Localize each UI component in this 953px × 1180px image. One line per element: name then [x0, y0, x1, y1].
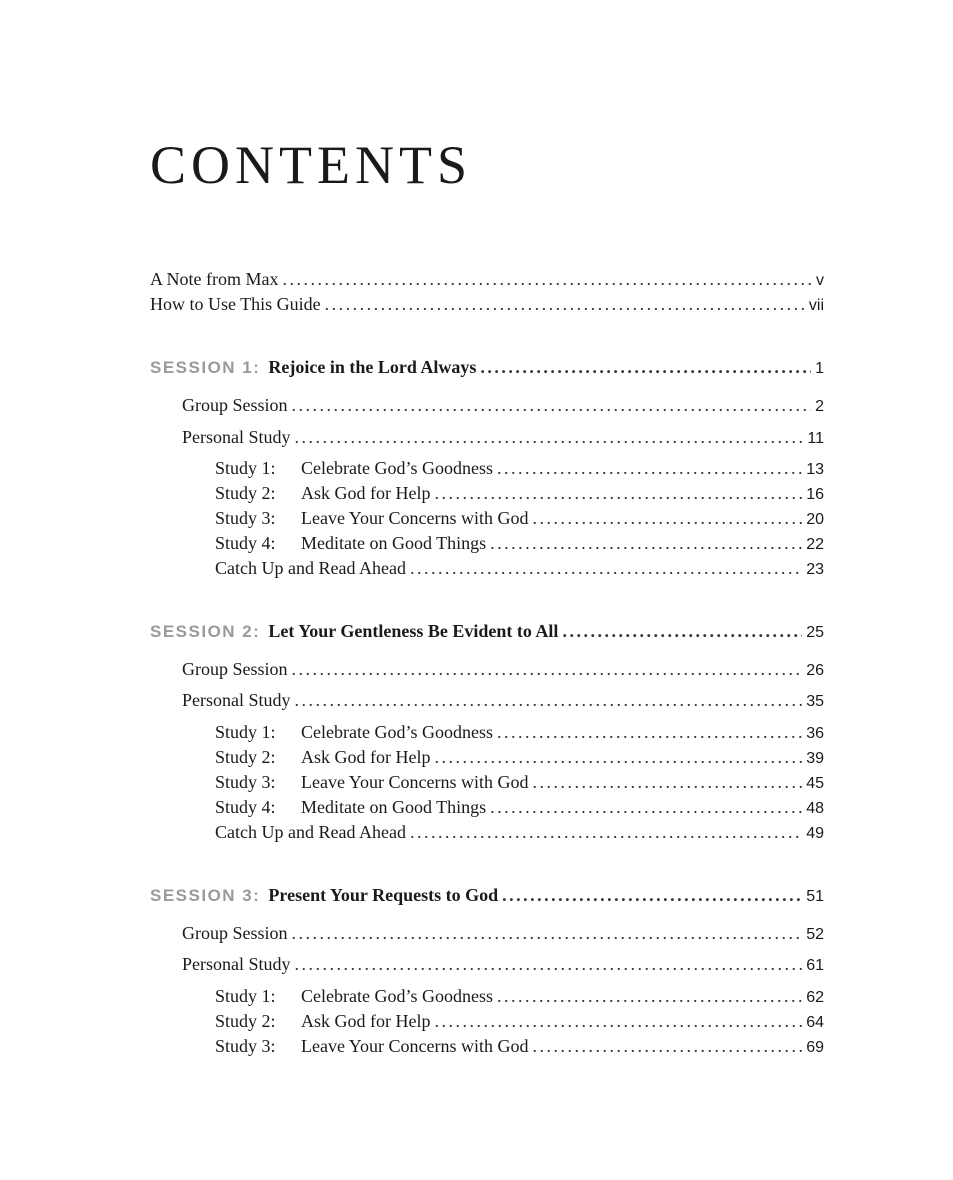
session-title: Let Your Gentleness Be Evident to All — [268, 621, 559, 641]
study-title: Leave Your Concerns with God — [301, 508, 529, 528]
toc-entry-catch-up[interactable] — [215, 556, 824, 582]
toc-entry-label: Personal Study — [182, 954, 291, 974]
dot-leader — [325, 292, 805, 316]
study-title: Ask God for Help — [301, 483, 431, 503]
study-title: Meditate on Good Things — [301, 797, 487, 817]
toc-page-number: vii — [808, 297, 824, 314]
toc-page-number: v — [816, 272, 824, 289]
toc-entry-study[interactable] — [215, 506, 824, 532]
toc-page-number: 69 — [806, 1039, 824, 1056]
toc-entry-label: Group Session — [182, 659, 288, 679]
dot-leader — [497, 984, 802, 1008]
toc-page-number: 35 — [806, 693, 824, 710]
dot-leader — [562, 619, 802, 643]
dot-leader — [282, 267, 812, 291]
toc-page-number: 11 — [807, 430, 824, 447]
toc-page-number: 2 — [815, 398, 824, 415]
study-title: Ask God for Help — [301, 747, 431, 767]
toc-entry-study[interactable] — [215, 481, 824, 507]
toc-page-number: 64 — [806, 1014, 824, 1031]
study-number: Study 2: — [215, 1011, 276, 1031]
dot-leader — [410, 820, 802, 844]
toc-page-number: 26 — [806, 662, 824, 679]
toc-page-number: 20 — [806, 511, 824, 528]
toc-entry-study[interactable] — [215, 456, 824, 482]
toc-page-number: 48 — [806, 800, 824, 817]
dot-leader — [502, 883, 802, 907]
toc-entry-personal-study[interactable] — [182, 688, 824, 714]
dot-leader — [292, 657, 803, 681]
study-title: Ask God for Help — [301, 1011, 431, 1031]
study-number: Study 3: — [215, 772, 276, 792]
dot-leader — [434, 745, 802, 769]
dot-leader — [295, 688, 803, 712]
toc-entry-label: Group Session — [182, 923, 288, 943]
study-title: Leave Your Concerns with God — [301, 772, 529, 792]
toc-page-number: 25 — [806, 624, 824, 641]
study-title: Leave Your Concerns with God — [301, 1036, 529, 1056]
study-number: Study 1: — [215, 722, 276, 742]
study-number: Study 3: — [215, 508, 276, 528]
toc-entry-study[interactable] — [215, 1009, 824, 1035]
toc-page-number: 13 — [806, 461, 824, 478]
toc-page-number: 39 — [806, 750, 824, 767]
study-title: Celebrate God’s Goodness — [301, 722, 493, 742]
dot-leader — [532, 770, 802, 794]
toc-entry-study[interactable] — [215, 745, 824, 771]
toc-page-number: 16 — [806, 486, 824, 503]
study-number: Study 1: — [215, 458, 276, 478]
study-title: Meditate on Good Things — [301, 533, 487, 553]
toc-entry-study[interactable] — [215, 531, 824, 557]
toc-entry-personal-study[interactable] — [182, 425, 824, 451]
dot-leader — [292, 393, 812, 417]
study-number: Study 4: — [215, 533, 276, 553]
toc-entry-study[interactable] — [215, 795, 824, 821]
page-title: CONTENTS — [150, 135, 472, 195]
dot-leader — [434, 481, 802, 505]
toc-page-number: 51 — [806, 888, 824, 905]
toc-page-number: 52 — [806, 926, 824, 943]
dot-leader — [497, 720, 802, 744]
dot-leader — [410, 556, 802, 580]
toc-page-number: 22 — [806, 536, 824, 553]
toc-entry-label: Personal Study — [182, 427, 291, 447]
toc-session-3[interactable] — [150, 883, 824, 909]
dot-leader — [292, 921, 803, 945]
dot-leader — [532, 506, 802, 530]
toc-session-1[interactable] — [150, 355, 824, 381]
session-prefix: SESSION 2: — [150, 622, 261, 641]
study-number: Study 2: — [215, 483, 276, 503]
dot-leader — [480, 355, 811, 379]
toc-entry-label: Catch Up and Read Ahead — [215, 558, 406, 578]
study-number: Study 4: — [215, 797, 276, 817]
toc-entry-label: Group Session — [182, 395, 288, 415]
toc-entry-group-session[interactable] — [182, 921, 824, 947]
study-title: Celebrate God’s Goodness — [301, 458, 493, 478]
toc-session-2[interactable] — [150, 619, 824, 645]
toc-page-number: 36 — [806, 725, 824, 742]
toc-page-number: 62 — [806, 989, 824, 1006]
dot-leader — [497, 456, 802, 480]
toc-entry-study[interactable] — [215, 1034, 824, 1060]
dot-leader — [532, 1034, 802, 1058]
toc-page-number: 61 — [806, 957, 824, 974]
session-title: Present Your Requests to God — [268, 885, 499, 905]
study-title: Celebrate God’s Goodness — [301, 986, 493, 1006]
toc-entry-note-from-max[interactable] — [150, 267, 824, 293]
toc-entry-study[interactable] — [215, 984, 824, 1010]
dot-leader — [295, 952, 803, 976]
session-title: Rejoice in the Lord Always — [268, 357, 477, 377]
toc-entry-study[interactable] — [215, 720, 824, 746]
toc-entry-label: How to Use This Guide — [150, 294, 321, 314]
toc-entry-label: Personal Study — [182, 690, 291, 710]
dot-leader — [434, 1009, 802, 1033]
toc-entry-group-session[interactable] — [182, 393, 824, 419]
toc-entry-catch-up[interactable] — [215, 820, 824, 846]
toc-entry-label: A Note from Max — [150, 269, 279, 289]
dot-leader — [490, 795, 802, 819]
toc-page-number: 45 — [806, 775, 824, 792]
toc-page-number: 49 — [806, 825, 824, 842]
study-number: Study 2: — [215, 747, 276, 767]
toc-page-number: 23 — [806, 561, 824, 578]
toc-entry-study[interactable] — [215, 770, 824, 796]
toc-entry-personal-study[interactable] — [182, 952, 824, 978]
dot-leader — [295, 425, 804, 449]
dot-leader — [490, 531, 802, 555]
toc-entry-how-to-use[interactable] — [150, 292, 824, 318]
toc-entry-group-session[interactable] — [182, 657, 824, 683]
study-number: Study 1: — [215, 986, 276, 1006]
toc-page-number: 1 — [815, 360, 824, 377]
session-prefix: SESSION 1: — [150, 358, 261, 377]
toc-entry-label: Catch Up and Read Ahead — [215, 822, 406, 842]
session-prefix: SESSION 3: — [150, 886, 261, 905]
study-number: Study 3: — [215, 1036, 276, 1056]
